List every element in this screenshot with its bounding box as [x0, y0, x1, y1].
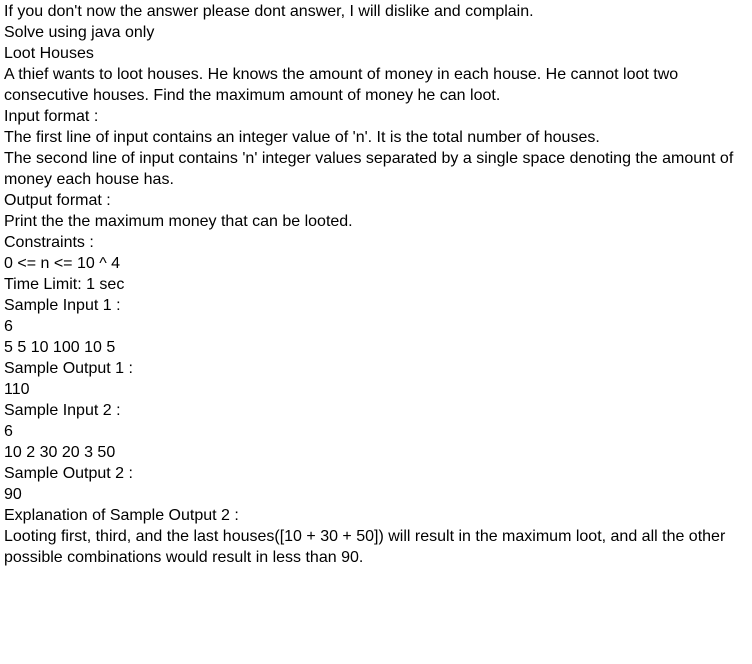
time-limit: Time Limit: 1 sec: [4, 276, 125, 293]
output-format-heading: Output format :: [4, 192, 111, 209]
warning-text: If you don't now the answer please dont answer, I will dislike and complain.: [4, 3, 534, 20]
input-format-heading: Input format :: [4, 108, 99, 125]
constraints-heading: Constraints :: [4, 234, 94, 251]
input-format-line-2: The second line of input contains 'n' integer values separated by a single space denoting the amount of money each house has.: [4, 150, 734, 188]
sample-input-1-heading: Sample Input 1 :: [4, 297, 121, 314]
sample-input-2-n: 6: [4, 423, 13, 440]
sample-output-2-value: 90: [4, 486, 22, 503]
explanation-text: Looting first, third, and the last houses([10 + 30 + 50]) will result in the maximum loot, and all the other possible combinations would result in less than 90.: [4, 528, 726, 566]
problem-description: A thief wants to loot houses. He knows the amount of money in each house. He cannot loot two consecutive houses. Find the maximum amount of money he can loot.: [4, 66, 679, 104]
sample-input-1-values: 5 5 10 100 10 5: [4, 339, 116, 356]
input-format-line-1: The first line of input contains an integer value of 'n'. It is the total number of houses.: [4, 129, 600, 146]
problem-document: [4, 1, 748, 568]
constraint-n: 0 <= n <= 10 ^ 4: [4, 255, 121, 272]
explanation-heading: Explanation of Sample Output 2 :: [4, 507, 239, 524]
output-format-text: Print the the maximum money that can be looted.: [4, 213, 353, 230]
problem-title: Loot Houses: [4, 45, 94, 62]
sample-input-2-values: 10 2 30 20 3 50: [4, 444, 116, 461]
sample-output-1-value: 110: [4, 381, 30, 398]
language-note: Solve using java only: [4, 24, 155, 41]
sample-input-1-n: 6: [4, 318, 13, 335]
sample-output-2-heading: Sample Output 2 :: [4, 465, 133, 482]
sample-output-1-heading: Sample Output 1 :: [4, 360, 133, 377]
sample-input-2-heading: Sample Input 2 :: [4, 402, 121, 419]
